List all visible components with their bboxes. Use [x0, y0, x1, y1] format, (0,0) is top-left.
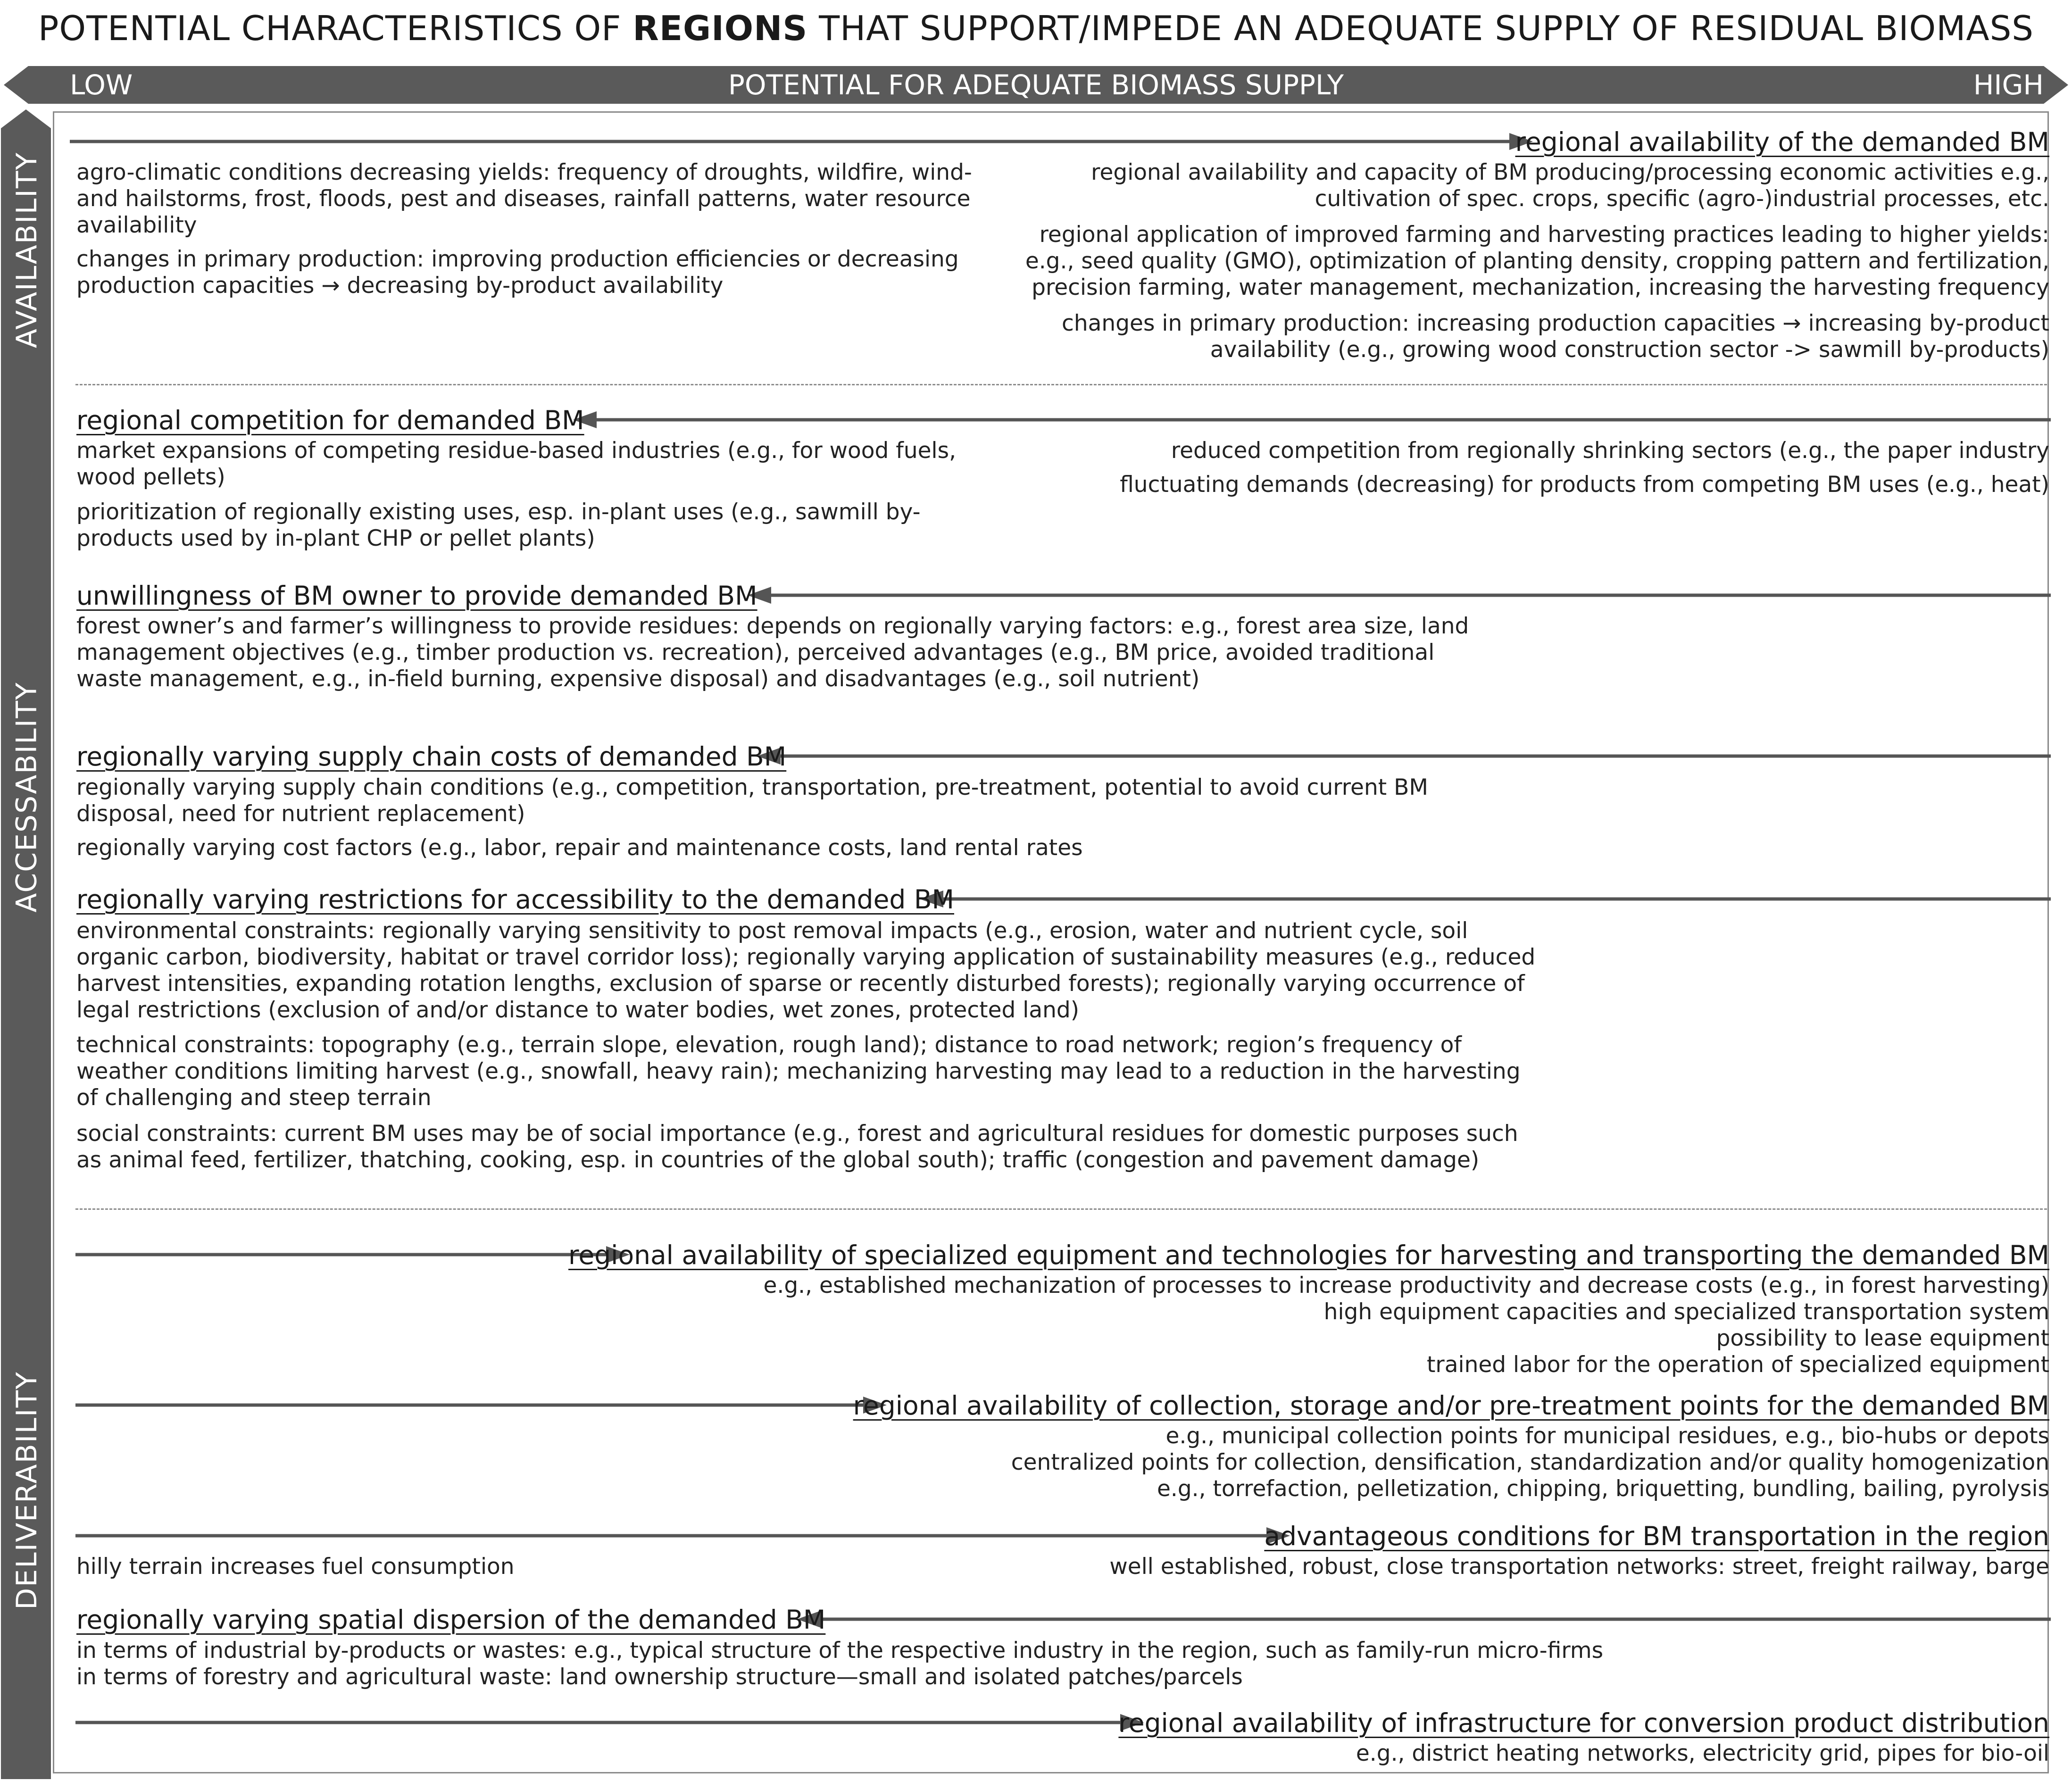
- collection-line: e.g., municipal collection points for municipal residues, e.g., bio-hubs or depots: [1165, 1423, 2049, 1449]
- scale-center-label: POTENTIAL FOR ADEQUATE BIOMASS SUPPLY: [728, 69, 1344, 101]
- availability-high-item: regional application of improved farming and harvesting practices leading to higher yields: e.g., seed quality (GMO), optimization of planting density, cropping pattern and fertilization, precision farming, water management, mechanization, increasing the harvesting frequency: [1025, 222, 2049, 300]
- arrow-transport: [75, 1527, 1290, 1544]
- dispersion-line: in terms of industrial by-products or wastes: e.g., typical structure of the respective industry in the region, such as family-run micro-firms: [76, 1638, 1604, 1664]
- infrastructure-heading: regional availability of infrastructure for conversion product distribution: [1118, 1708, 2049, 1738]
- arrow-competition: [573, 411, 2051, 428]
- transport-heading: advantageous conditions for BM transportation in the region: [1264, 1521, 2049, 1551]
- title-suffix: THAT SUPPORT/IMPEDE AN ADEQUATE SUPPLY OF RESIDUAL BIOMASS: [807, 8, 2034, 48]
- competition-low-item: prioritization of regionally existing uses, esp. in-plant uses (e.g., sawmill by-products used by in-plant CHP or pellet plants): [76, 499, 921, 551]
- equipment-line: possibility to lease equipment: [1716, 1325, 2049, 1351]
- availability-high-item: changes in primary production: increasing production capacities → increasing by-product availability (e.g., growing wood construction sector -> sawmill by-products): [1061, 310, 2049, 363]
- collection-line: centralized points for collection, densification, standardization and/or quality homogenization: [1011, 1449, 2049, 1475]
- competition-low-item: market expansions of competing residue-based industries (e.g., for wood fuels, wood pellets): [76, 438, 957, 490]
- restrictions-item: technical constraints: topography (e.g., terrain slope, elevation, rough land); distance to road network; region’s frequency of weather conditions limiting harvest (e.g., snowfall, heavy rain); mechanizing harvesting may lead to a reduction in the harvesting of challenging and steep terrain: [76, 1032, 1521, 1111]
- competition-heading: regional competition for demanded BM: [76, 405, 584, 435]
- arrow-collection: [75, 1397, 887, 1414]
- competition-high-item: fluctuating demands (decreasing) for products from competing BM uses (e.g., heat): [1120, 472, 2049, 498]
- arrow-restrictions: [920, 890, 2051, 907]
- transport-high-item: well established, robust, close transportation networks: street, freight railway, barge: [1109, 1554, 2049, 1580]
- restrictions-heading: regionally varying restrictions for accessibility to the demanded BM: [76, 884, 955, 915]
- availability-low-item: agro-climatic conditions decreasing yields: frequency of droughts, wildfire, wind- and hailstorms, frost, floods, pest and diseases, rainfall patterns, water resource availability: [76, 159, 972, 238]
- equipment-heading: regional availability of specialized equipment and technologies for harvesting and transporting the demanded BM: [568, 1240, 2049, 1270]
- restrictions-item: social constraints: current BM uses may be of social importance (e.g., forest and agricultural residues for domestic purposes such as animal feed, fertilizer, thatching, cooking, esp. in countries of the global south); traffic (congestion and pavement damage): [76, 1121, 1518, 1173]
- availability-heading: regional availability of the demanded BM: [1515, 127, 2049, 157]
- transport-low-item: hilly terrain increases fuel consumption: [76, 1554, 515, 1580]
- category-accessability: ACCESSABILITY: [10, 682, 43, 913]
- dispersion-heading: regionally varying spatial dispersion of the demanded BM: [76, 1605, 826, 1635]
- infrastructure-line: e.g., district heating networks, electricity grid, pipes for bio-oil: [1356, 1740, 2049, 1766]
- arrow-unwillingness: [748, 587, 2051, 604]
- arrow-equipment: [75, 1246, 630, 1263]
- availability-low-item: changes in primary production: improving production efficiencies or decreasing production capacities → decreasing by-product availability: [76, 246, 959, 299]
- category-deliverability: DELIVERABILITY: [10, 1371, 43, 1610]
- costs-heading: regionally varying supply chain costs of demanded BM: [76, 741, 787, 772]
- costs-item: regionally varying supply chain conditions (e.g., competition, transportation, pre-treatment, potential to avoid current BM disposal, need for nutrient replacement): [76, 774, 1428, 827]
- equipment-line: high equipment capacities and specialized transportation system: [1323, 1299, 2049, 1325]
- equipment-line: e.g., established mechanization of processes to increase productivity and decrease costs (e.g., in forest harvesting): [763, 1273, 2049, 1298]
- category-availability: AVAILABILITY: [10, 151, 44, 349]
- competition-high-item: reduced competition from regionally shrinking sectors (e.g., the paper industry: [1171, 438, 2049, 464]
- unwillingness-heading: unwillingness of BM owner to provide demanded BM: [76, 581, 757, 611]
- arrow-dispersion: [797, 1611, 2051, 1628]
- availability-high-item: regional availability and capacity of BM producing/processing economic activities e.g., cultivation of spec. crops, specific (agro-)industrial processes, etc.: [1091, 159, 2049, 212]
- restrictions-item: environmental constraints: regionally varying sensitivity to post removal impacts (e.g., erosion, water and nutrient cycle, soil organic carbon, biodiversity, habitat or travel corridor loss); regionally varying application of sustainability measures (e.g., reduced harvest intensities, expanding rotation lengths, exclusion of sparse or recently disturbed forests); regionally varying occurrence of legal restrictions (exclusion of and/or distance to water bodies, wet zones, protected land): [76, 918, 1536, 1023]
- collection-line: e.g., torrefaction, pelletization, chipping, briquetting, bundling, bailing, pyrolysis: [1157, 1476, 2049, 1502]
- unwillingness-text: forest owner’s and farmer’s willingness to provide residues: depends on regionally varying factors: e.g., forest area size, land management objectives (e.g., timber production vs. recreation), perceived advantages (e.g., BM price, avoided traditional waste management, e.g., in-field burning, expensive disposal) and disadvantages (e.g., soil nutrient): [76, 613, 1469, 692]
- arrow-costs: [757, 748, 2051, 765]
- equipment-line: trained labor for the operation of specialized equipment: [1426, 1352, 2049, 1378]
- collection-heading: regional availability of collection, storage and/or pre-treatment points for the demanded BM: [853, 1390, 2049, 1421]
- title-prefix: POTENTIAL CHARACTERISTICS OF: [38, 8, 633, 48]
- dispersion-line: in terms of forestry and agricultural waste: land ownership structure—small and isolated patches/parcels: [76, 1664, 1243, 1690]
- scale-low-label: LOW: [70, 69, 133, 101]
- arrow-availability: [70, 133, 1533, 150]
- arrow-infrastructure: [75, 1714, 1144, 1731]
- scale-high-label: HIGH: [1973, 69, 2044, 101]
- costs-item: regionally varying cost factors (e.g., labor, repair and maintenance costs, land rental rates: [76, 835, 1083, 861]
- title-bold: REGIONS: [632, 8, 808, 48]
